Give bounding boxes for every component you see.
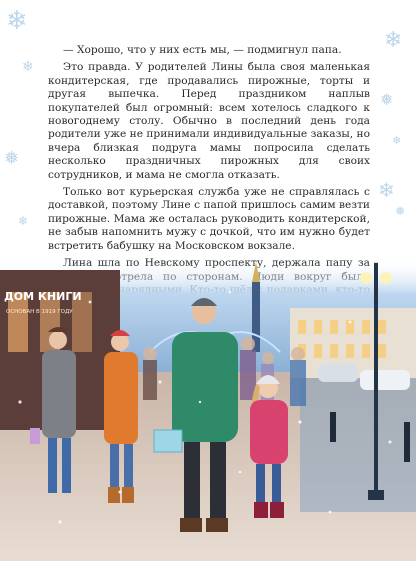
snowflake-icon: ❄ <box>378 178 395 202</box>
snowflake-icon: ❅ <box>380 90 394 109</box>
street-illustration <box>0 262 416 561</box>
paragraph: Это правда. У родителей Лины была своя маленькая кондитерская, где продавались пирожные, торты и другая выпечка. Перед праздником наплыв покупателей был огромный: всем хотелось сладкого к новогоднему столу. Обычно в последний день года родители уже не принимали индивидуальные заказы, но вчера близкая подруга мамы попросила сделать несколько праздничных пирожных для своих сотрудников, и мама не смогла отказать. <box>48 61 370 181</box>
sign-subtitle: ОСНОВАН В 1919 ГОДУ <box>6 309 73 315</box>
snowflake-icon: ❄ <box>384 28 403 53</box>
snowflake-icon: ❅ <box>395 204 406 218</box>
paragraph: — Хорошо, что у них есть мы, — подмигнул папа. <box>63 44 342 56</box>
sign-title: ДОМ КНИГИ <box>4 290 82 303</box>
snowflake-icon: ❄ <box>22 59 34 75</box>
car <box>360 370 410 390</box>
paragraph: Только вот курьерская служба уже не справлялась с доставкой, поэтому Лине с папой пришлось самим везти пирожные. Мама же осталась руководить кондитерской, не забыв напомнить мужу с дочкой, что им нужно будет встретить бабушку на Московском вокзале. <box>48 186 370 252</box>
store-sign <box>2 286 90 320</box>
snowflake-icon: ❄ <box>392 134 402 147</box>
snowflake-icon: ❅ <box>4 148 20 169</box>
cake-box <box>154 430 182 452</box>
car <box>318 364 358 382</box>
snowflake-icon: ❄ <box>6 6 28 36</box>
snowflake-icon: ❄ <box>18 214 29 228</box>
road <box>300 372 416 512</box>
